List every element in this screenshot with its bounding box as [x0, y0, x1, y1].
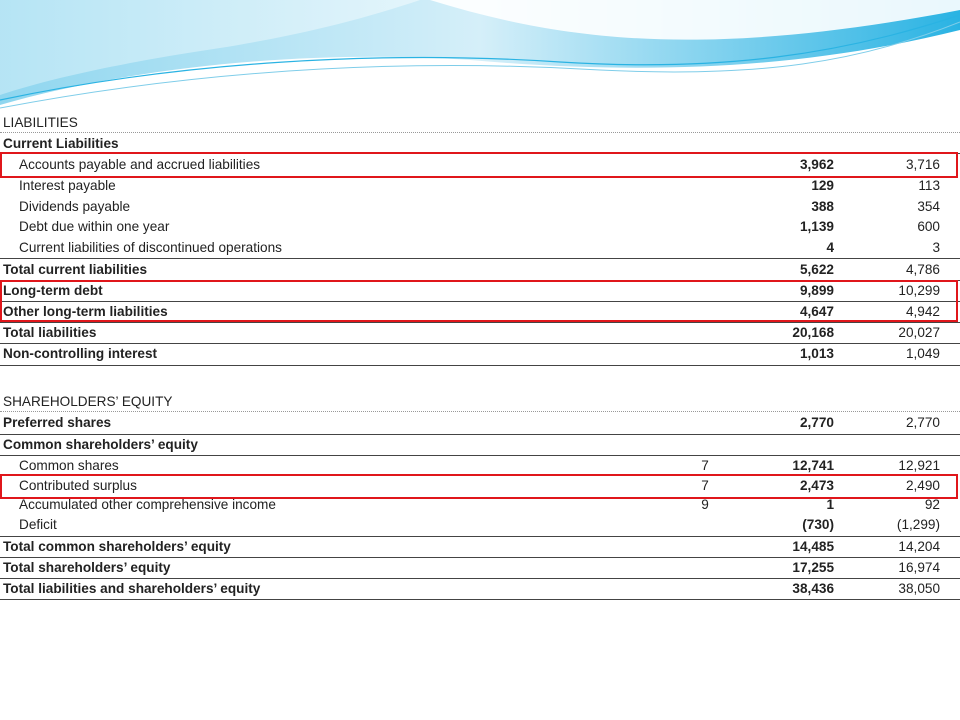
rule — [0, 599, 960, 600]
highlight-box — [0, 474, 958, 499]
dotted-divider — [0, 411, 960, 412]
highlight-box — [0, 280, 958, 322]
balance-sheet: LIABILITIES Current Liabilities Accounts payable and accrued liabilities 3,962 3,716 Interest payable 129 113 Dividends payable 388 354 Debt due within one year 1,139 600 Current liabilities of discontinued operations 4 3 Total current liabilities 5,622 4,786 Long-term debt 9,899 10,299 Other long-term liabilities 4,647 4,942 Total liabilities 20,168 20,027 Non-controlling interest 1,013 1,049 SHAREHOLDERS’ EQUITY Preferred shares 2,770 2,770 Common shareholders’ equity Common shares 7 12,741 12,921 Contributed surplus 7 2,473 2,490 Accumulated other comprehensive income 9 1 92 Deficit (730) (1,299) Total common shareholders’ equity 14,485 14,204 Total shareholders’ equity 17,255 16,974 Total liabilities and shareholders’ equity 38,436 38,050 — [0, 0, 960, 720]
rule — [0, 455, 960, 456]
rule — [0, 434, 960, 435]
rule — [0, 365, 960, 366]
rule — [0, 322, 960, 323]
rule — [0, 343, 960, 344]
highlight-box — [0, 152, 958, 178]
rule — [0, 557, 960, 558]
rule — [0, 258, 960, 259]
dotted-divider — [0, 132, 960, 133]
rule — [0, 578, 960, 579]
rule — [0, 536, 960, 537]
